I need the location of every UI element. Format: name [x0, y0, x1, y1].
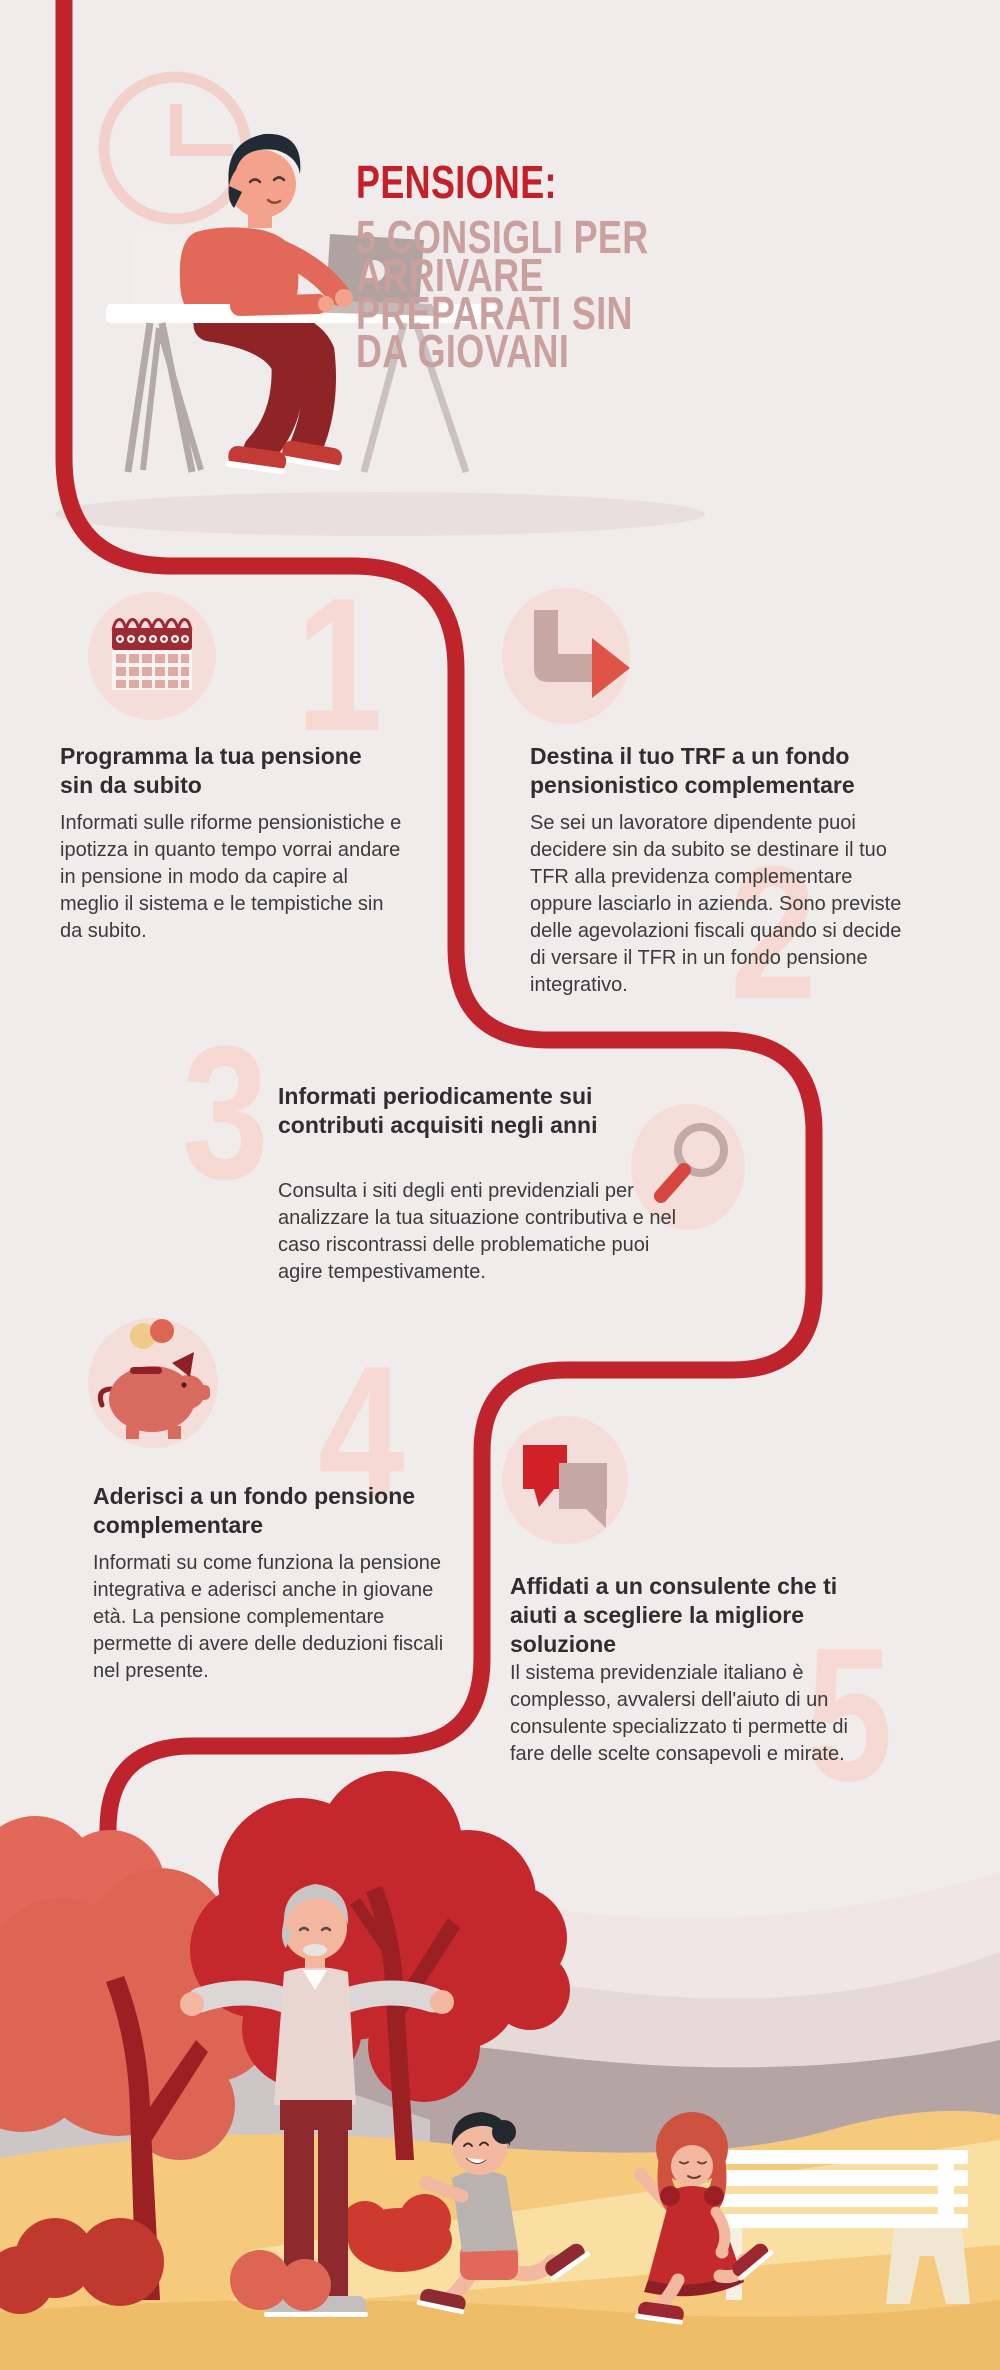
step-number-5: 5	[806, 1609, 893, 1821]
subtitle-line: DA GIOVANI	[356, 325, 570, 377]
subtitle-line: ARRIVARE	[356, 249, 544, 301]
calendar-icon	[88, 592, 216, 720]
step-5-heading: Affidati a un consulente che ti aiuti a scegliere la migliore soluzione	[510, 1573, 838, 1657]
step-2-heading: Destina il tuo TRF a un fondo pensionistico complementare	[530, 743, 855, 798]
park-scene-illustration	[0, 1771, 1000, 2370]
step-4-body: Informati su come funziona la pensione integrativa e aderisci anche in giovane età. La pensione complementare permette di avere delle deduzioni fiscali nel presente.	[93, 1552, 444, 1682]
step-3-heading: Informati periodicamente sui contributi acquisiti negli anni	[278, 1083, 598, 1138]
subtitle-line: 5 CONSIGLI PER	[356, 211, 649, 263]
step-3-body: Consulta i siti degli enti previdenziali per analizzare la tua situazione contributiva e nel caso riscontrassi delle problematiche puoi agire tempestivamente.	[278, 1180, 677, 1283]
step-2-body: Se sei un lavoratore dipendente puoi decidere sin da subito se destinare il tuo TFR alla previdenza complementare oppure lasciarlo in azienda. Sono previste delle agevolazioni fiscali quando si decide di versare il TFR in un fondo pensione integrativo.	[530, 812, 902, 996]
step-number-3: 3	[182, 1007, 269, 1219]
desk-shadow	[55, 492, 705, 536]
step-1-heading: Programma la tua pensione sin da subito	[60, 743, 362, 798]
chat-bubbles-icon	[502, 1416, 628, 1544]
piggy-bank-icon	[88, 1318, 218, 1448]
page-title: PENSIONE:	[356, 156, 557, 208]
step-5-body: Il sistema previdenziale italiano è complesso, avvalersi dell'aiuto di un consulente specializzato ti permette di fare delle scelte consapevoli e mirate.	[510, 1662, 848, 1765]
step-number-4: 4	[318, 1327, 405, 1539]
subtitle-line: PREPARATI SIN	[356, 287, 633, 339]
elbow-arrow-icon	[502, 588, 630, 724]
step-number-2: 2	[730, 827, 817, 1039]
clock-icon	[104, 77, 246, 219]
step-1-body: Informati sulle riforme pensionistiche e ipotizza in quanto tempo vorrai andare in pensione in modo da capire al meglio il sistema e le tempistiche sin da subito.	[60, 812, 402, 942]
step-4-heading: Aderisci a un fondo pensione complementare	[93, 1483, 416, 1538]
step-number-1: 1	[296, 559, 383, 771]
page-subtitle	[356, 211, 776, 377]
title-block	[356, 156, 776, 377]
